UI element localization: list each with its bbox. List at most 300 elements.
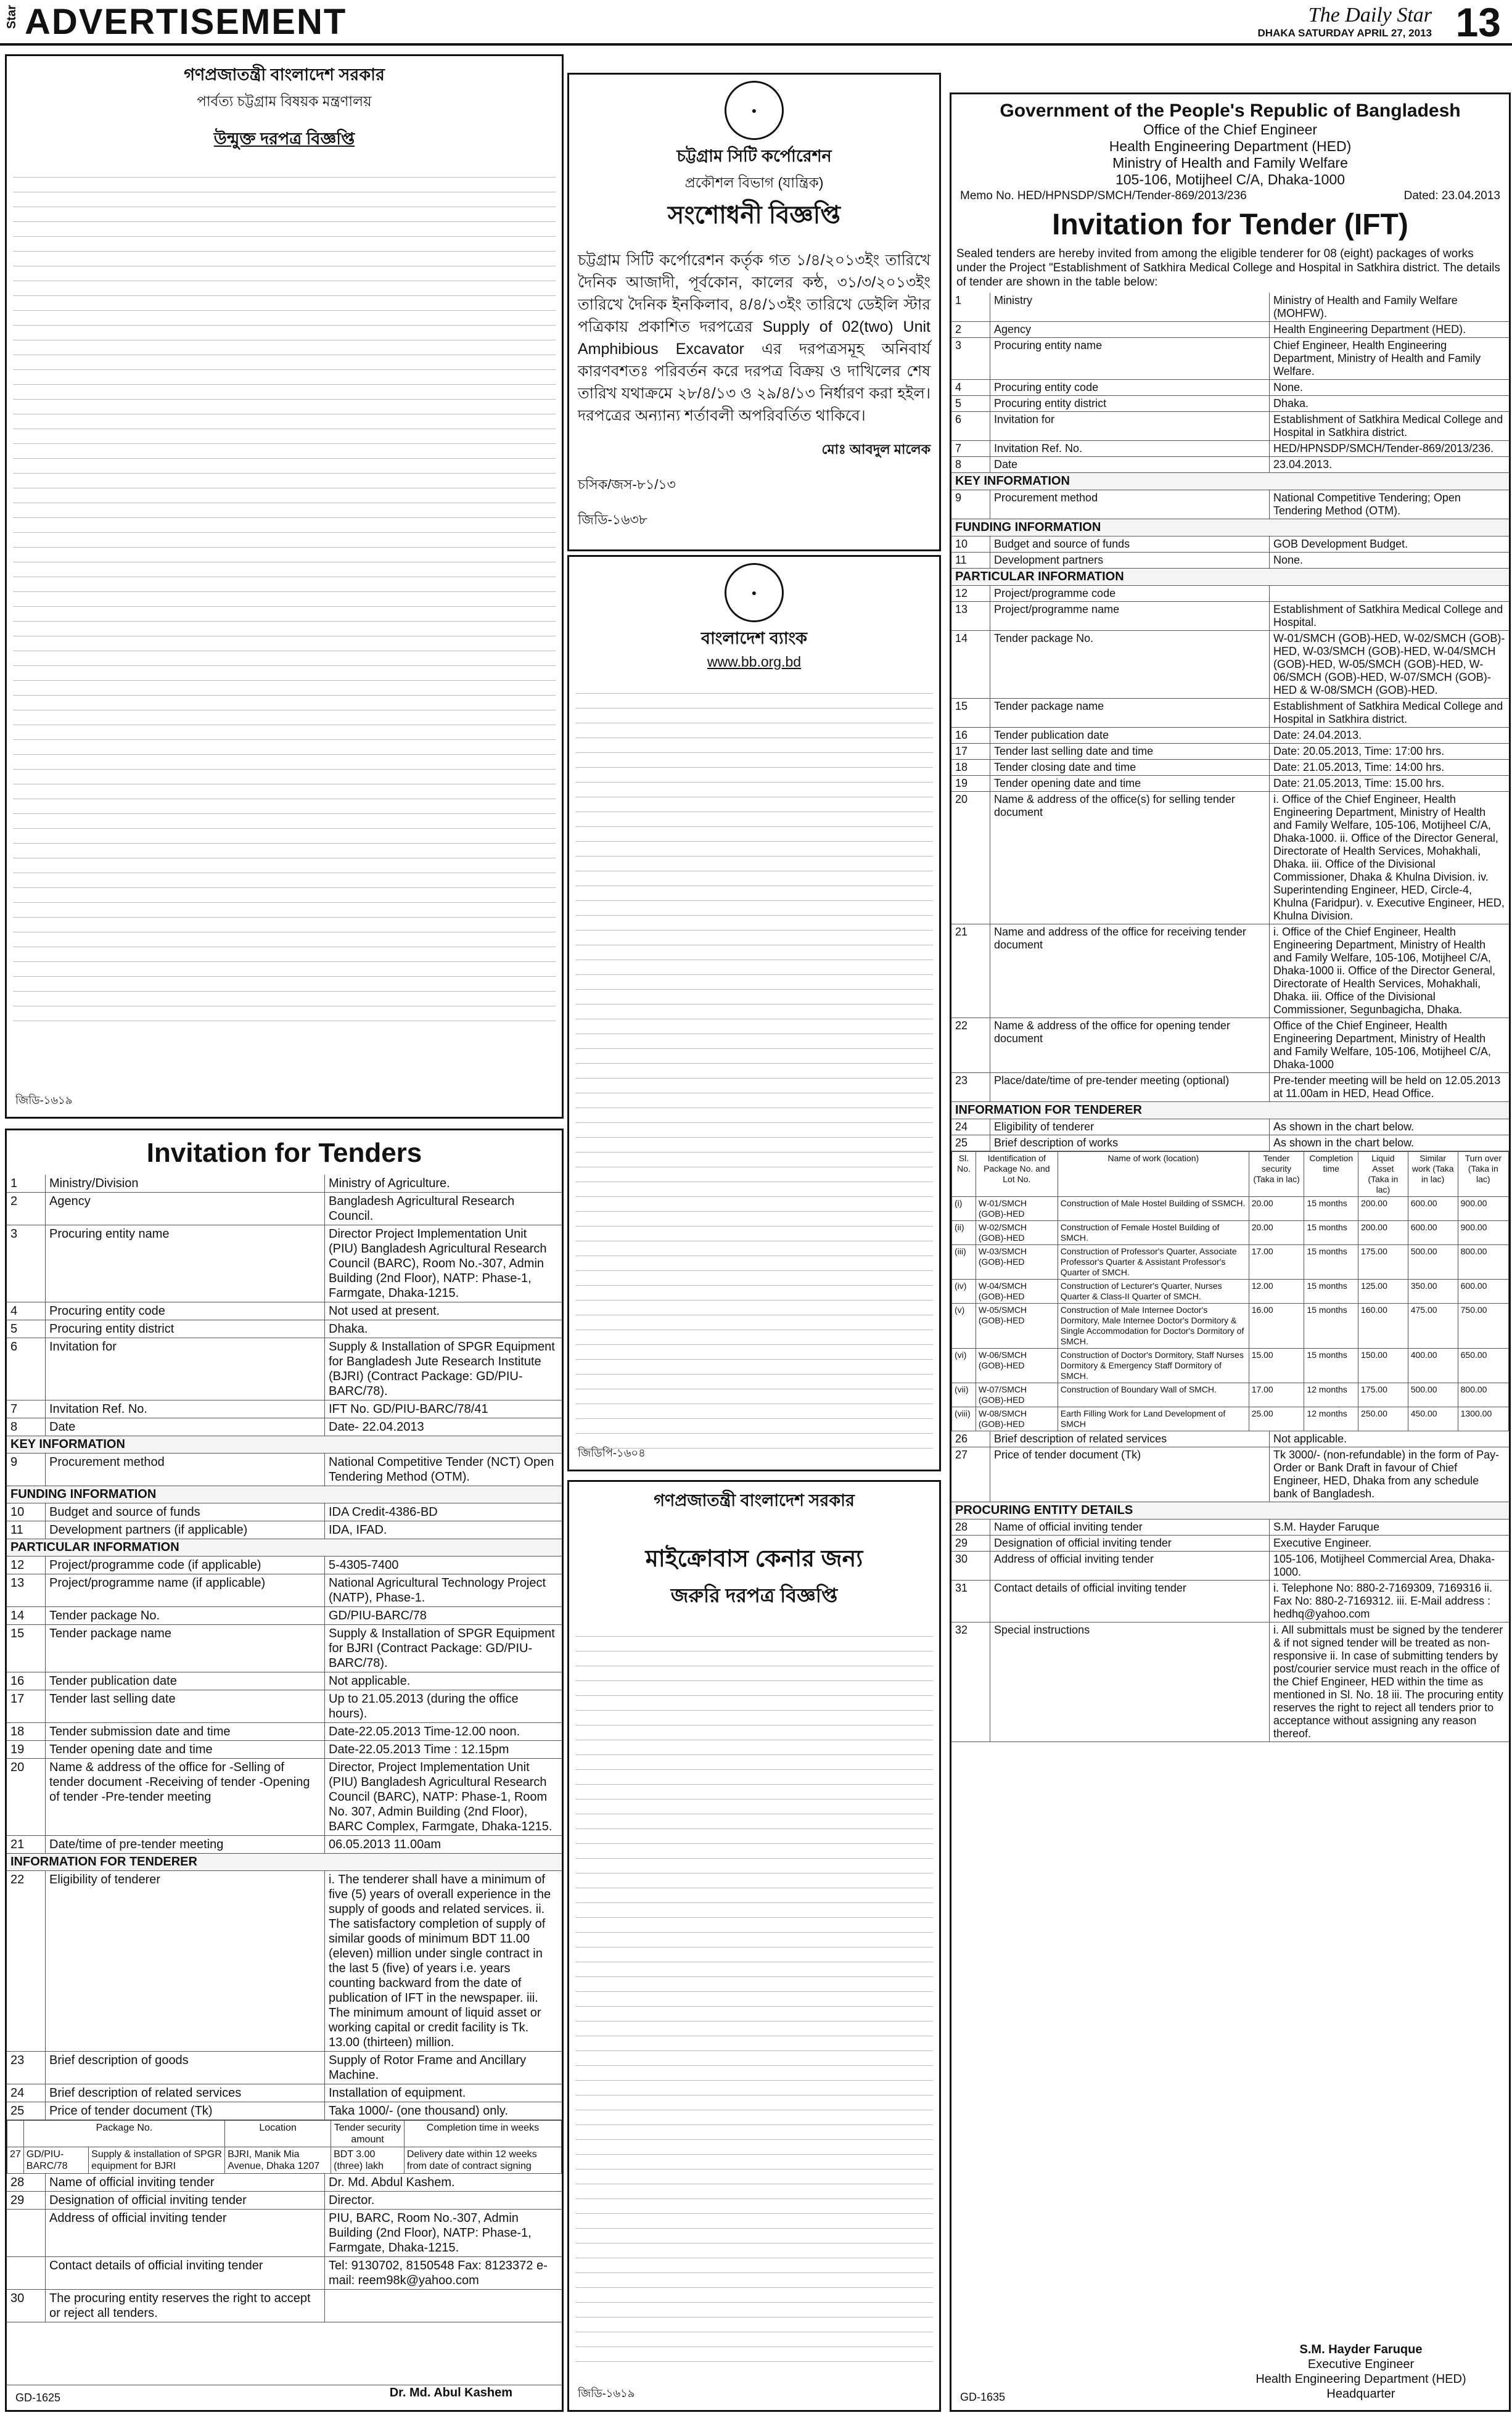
fine-print-line: [13, 518, 556, 533]
table-row: [951, 1018, 1509, 1073]
table-row: [7, 2174, 562, 2192]
cell-n: 2: [7, 1193, 46, 1225]
micro-subtitle: জরুরি দরপত্র বিজ্ঞপ্তি: [670, 1584, 838, 1606]
table-cell: 175.00: [1358, 1383, 1408, 1407]
cell-v: Date: 21.05.2013, Time: 14:00 hrs.: [1273, 761, 1445, 773]
cell-n: 17: [7, 1690, 46, 1722]
cell-k: Contact details of official inviting tender: [46, 2257, 325, 2289]
fine-print-line: [575, 1123, 933, 1138]
ad-hed-ift: [950, 93, 1511, 2412]
fine-print-line: [575, 2332, 933, 2347]
hed-package-table: [951, 1151, 1509, 1431]
cell-k: Project/programme code (if applicable): [46, 1556, 325, 1574]
fine-print-line: [13, 622, 556, 636]
cell-k: Tender publication date: [990, 728, 1270, 743]
fine-print-line: [575, 1873, 933, 1888]
fine-print-line: [13, 326, 556, 340]
cell-k: Name & address of the office(s) for selling tender document: [990, 792, 1270, 924]
table-row: [952, 1245, 1509, 1280]
table-row: [951, 760, 1509, 776]
ad-ministry-gd: জিডি-১৬১৯: [15, 1094, 73, 1106]
cell-v: Office of the Chief Engineer, Health Engineering Department, Ministry of Health and Family Welfare, 105-106, Motijheel C/A, Dhaka-1000: [1273, 1019, 1491, 1071]
bank-url[interactable]: www.bb.org.bd: [707, 654, 802, 670]
hed-office-3: Ministry of Health and Family Welfare: [1112, 155, 1348, 171]
table-cell: 12 months: [1304, 1407, 1358, 1431]
cell-v: As shown in the chart below.: [1273, 1121, 1415, 1133]
table-cell: Completion time: [1304, 1152, 1358, 1197]
table-row: [951, 537, 1509, 553]
fine-print-line: [575, 2036, 933, 2051]
table-row: [951, 699, 1509, 728]
table-row: [7, 1454, 562, 1486]
cell-n: 6: [951, 412, 990, 440]
page-number: 13: [1455, 0, 1501, 45]
hed-signer-line-2: Health Engineering Department (HED): [1255, 2372, 1466, 2386]
fine-print-line: [575, 797, 933, 812]
cell-k: Tender package name: [46, 1625, 325, 1672]
table-row: [951, 1622, 1509, 1742]
fine-print-line: [575, 1093, 933, 1108]
fine-print-line: [13, 548, 556, 562]
cell-n: 4: [951, 380, 990, 395]
table-cell: (vi): [952, 1349, 976, 1383]
table-row: [951, 1552, 1509, 1581]
cell-n: 8: [951, 457, 990, 472]
table-row: [7, 2102, 562, 2120]
cell-k: Contact details of official inviting tender: [990, 1581, 1270, 1622]
table-cell: 16.00: [1249, 1304, 1304, 1349]
cell-v: Director, Project Implementation Unit (PIU) Bangladesh Agricultural Research Council (BARC), NATP: Phase-1, Room No. 307, Admin Building (2nd Floor), BARC Complex, Farmgate, Dhaka-1215.: [329, 1761, 553, 1833]
fine-print-line: [575, 709, 933, 723]
section-header: PARTICULAR INFORMATION: [951, 569, 1509, 586]
cell-k: Project/programme name: [990, 602, 1270, 630]
table-header-row: [952, 1152, 1509, 1197]
fine-print-line: [575, 1622, 933, 1637]
table-row: [951, 441, 1509, 457]
hed-signer-line-3: Headquarter: [1326, 2387, 1395, 2401]
cell-k: Brief description of related services: [990, 1431, 1270, 1447]
table-row: [951, 293, 1509, 322]
cell-v: Date: 20.05.2013, Time: 17:00 hrs.: [1273, 745, 1445, 757]
table-cell: 15 months: [1304, 1197, 1358, 1221]
cell-k: Invitation for: [46, 1338, 325, 1400]
cell-k: Place/date/time of pre-tender meeting (optional): [990, 1073, 1270, 1101]
section-header: FUNDING INFORMATION: [7, 1486, 562, 1503]
table-row: [7, 1320, 562, 1338]
fine-print-line: [575, 1034, 933, 1049]
cell-v: National Competitive Tendering; Open Tendering Method (OTM).: [1273, 491, 1461, 517]
table-cell: 17.00: [1249, 1383, 1304, 1407]
bank-name: বাংলাদেশ ব্যাংক: [701, 629, 808, 648]
table-row: [7, 2052, 562, 2084]
section-header: PARTICULAR INFORMATION: [7, 1539, 562, 1556]
fine-print-line: [13, 814, 556, 829]
table-cell: 600.00: [1458, 1280, 1508, 1304]
hed-table: [951, 293, 1509, 1742]
cell-k: Tender opening date and time: [990, 776, 1270, 791]
cell-n: 25: [951, 1135, 990, 1151]
fine-print-line: [575, 679, 933, 694]
fine-print-line: [13, 296, 556, 311]
cell-k: Ministry/Division: [46, 1175, 325, 1192]
ctg-signer: মোঃ আবদুল মালেক: [821, 442, 931, 457]
fine-print-line: [13, 163, 556, 178]
table-row: [951, 744, 1509, 760]
fine-print-line: [575, 2066, 933, 2081]
table-row: [7, 1175, 562, 1193]
fine-print-line: [13, 370, 556, 385]
table-cell: W-06/SMCH (GOB)-HED: [976, 1349, 1058, 1383]
fine-print-line: [575, 2214, 933, 2229]
table-row: [951, 1581, 1509, 1622]
table-row: [951, 338, 1509, 380]
cell-k: Special instructions: [990, 1622, 1270, 1742]
ctg-org: চট্টগ্রাম সিটি কর্পোরেশন: [676, 147, 832, 165]
cell-n: 12: [7, 1556, 46, 1574]
table-cell: 750.00: [1458, 1304, 1508, 1349]
cell-n: 7: [7, 1400, 46, 1418]
fine-print-line: [13, 592, 556, 607]
cell-v: HED/HPNSDP/SMCH/Tender-869/2013/236.: [1273, 442, 1494, 454]
cell-n: 18: [7, 1723, 46, 1740]
section-header: KEY INFORMATION: [7, 1436, 562, 1454]
fine-print-line: [13, 266, 556, 281]
table-row: [7, 2084, 562, 2102]
cell-n: 16: [7, 1672, 46, 1690]
cell-n: 18: [951, 760, 990, 775]
section-header: FUNDING INFORMATION: [951, 519, 1509, 537]
cell-k: Procurement method: [46, 1454, 325, 1486]
cell-n: 15: [951, 699, 990, 727]
fine-print-line: [575, 1375, 933, 1389]
table-cell: 250.00: [1358, 1407, 1408, 1431]
cell-n: 30: [7, 2290, 46, 2322]
cell-k: Tender last selling date and time: [990, 744, 1270, 759]
fine-print-line: [13, 577, 556, 592]
cell-v: Supply & Installation of SPGR Equipment for Bangladesh Jute Research Institute (BJRI) (Contract Package: GD/PIU-BARC/78).: [329, 1340, 555, 1398]
fine-print-line: [13, 873, 556, 888]
hed-gov: Government of the People's Republic of Bangladesh: [1000, 101, 1461, 121]
fine-print-line: [13, 281, 556, 296]
fine-print-line: [575, 2140, 933, 2155]
fine-print-line: [575, 2110, 933, 2125]
fine-print-line: [575, 1814, 933, 1829]
table-cell: Tender security (Taka in lac): [1249, 1152, 1304, 1197]
fine-print-line: [13, 651, 556, 666]
table-row: [7, 1625, 562, 1672]
section-header: INFORMATION FOR TENDERER: [951, 1102, 1509, 1119]
cell-n: 7: [951, 441, 990, 456]
cell-v: Establishment of Satkhira Medical College and Hospital.: [1273, 603, 1503, 628]
cell-k: Brief description of works: [990, 1135, 1270, 1151]
cell-v: Ministry of Health and Family Welfare (MOHFW).: [1273, 294, 1458, 319]
fine-print-line: [575, 1345, 933, 1360]
fine-print-line: [13, 1006, 556, 1021]
cell-v: GD/PIU-BARC/78: [329, 1609, 427, 1622]
cell-k: Procuring entity district: [46, 1320, 325, 1338]
table-row: [7, 2147, 562, 2174]
cell-k: Designation of official inviting tender: [46, 2192, 325, 2209]
table-cell: 800.00: [1458, 1383, 1508, 1407]
fine-print-line: [575, 1241, 933, 1256]
table-cell: 175.00: [1358, 1245, 1408, 1280]
fine-print-line: [575, 1725, 933, 1740]
fine-print-line: [575, 1019, 933, 1034]
fine-print-line: [13, 385, 556, 400]
cell-n: 24: [7, 2084, 46, 2102]
table-row: [7, 1690, 562, 1723]
cell-v: PIU, BARC, Room No.-307, Admin Building (2nd Floor), NATP: Phase-1, Farmgate, Dhaka-1215.: [329, 2211, 532, 2255]
fine-print-line: [575, 723, 933, 738]
cell-v: Up to 21.05.2013 (during the office hours).: [329, 1692, 519, 1721]
micro-gd: জিডি-১৬১৯: [578, 2387, 635, 2399]
table-row: [951, 1536, 1509, 1552]
cell-v: i. Office of the Chief Engineer, Health Engineering Department, Ministry of Health and Family Welfare, 105-106, Motijheel C/A, Dhaka-1000 ii. Office of the Director General, Directorate of Health Services, Mohakhali, Dhaka. iii. Office of the Divisional Commissioner, Segunbagicha, Dhaka.: [1273, 926, 1495, 1016]
table-row: [7, 1607, 562, 1625]
table-cell: W-04/SMCH (GOB)-HED: [976, 1280, 1058, 1304]
cell-k: Name & address of the office for opening tender document: [990, 1018, 1270, 1072]
fine-print-line: [575, 1256, 933, 1271]
table-cell: Package No.: [23, 2121, 224, 2147]
cell-n: 16: [951, 728, 990, 743]
table-row: [951, 586, 1509, 602]
table-row: [7, 1672, 562, 1690]
fine-print-line: [575, 1962, 933, 1977]
fine-print-line: [13, 222, 556, 237]
cell-v: Installation of equipment.: [329, 2086, 466, 2100]
cell-k: Brief description of goods: [46, 2052, 325, 2084]
bank-body: [569, 676, 939, 1451]
fine-print-line: [575, 1844, 933, 1859]
table-cell: Construction of Lecturer's Quarter, Nurses Quarter & Class-II Quarter of SMCH.: [1058, 1280, 1249, 1304]
table-cell: 450.00: [1408, 1407, 1458, 1431]
cell-n: 29: [7, 2192, 46, 2209]
table-cell: 20.00: [1249, 1197, 1304, 1221]
cell-v: Date- 22.04.2013: [329, 1420, 424, 1434]
table-cell: 400.00: [1408, 1349, 1458, 1383]
cell-n: 32: [951, 1622, 990, 1742]
table-row: [7, 1574, 562, 1607]
cell-v: Director.: [329, 2194, 375, 2207]
cell-n: 13: [7, 1574, 46, 1606]
fine-print-line: [575, 1227, 933, 1241]
cell-k: Project/programme name (if applicable): [46, 1574, 325, 1606]
table-row: [7, 1521, 562, 1539]
fine-print-line: [575, 694, 933, 709]
fine-print-line: [575, 1167, 933, 1182]
fine-print-line: [575, 916, 933, 931]
table-cell: 15 months: [1304, 1280, 1358, 1304]
cell-v: W-01/SMCH (GOB)-HED, W-02/SMCH (GOB)-HED, W-03/SMCH (GOB)-HED, W-04/SMCH (GOB)-HED, W-05/SMCH (GOB)-HED, W-06/SMCH (GOB)-HED, W-07/SMCH (GOB)-HED & W-08/SMCH (GOB)-HED.: [1273, 632, 1505, 696]
table-row: [7, 1400, 562, 1418]
cell-n: 17: [951, 744, 990, 759]
cell-v: i. Telephone No: 880-2-7169309, 7169316 ii. Fax No: 880-2-7169312. iii. E-Mail address : hedhq@yahoo.com: [1273, 1582, 1492, 1620]
cell-n: 21: [951, 924, 990, 1018]
side-label: Star: [5, 5, 18, 29]
table-cell: Construction of Female Hostel Building of SMCH.: [1058, 1221, 1249, 1245]
fine-print-line: [575, 901, 933, 916]
cell-n: 24: [951, 1119, 990, 1135]
fine-print-line: [575, 1711, 933, 1725]
table-row: [951, 1073, 1509, 1102]
cell-k: Invitation for: [990, 412, 1270, 440]
table-cell: (v): [952, 1304, 976, 1349]
cell-k: Budget and source of funds: [46, 1503, 325, 1521]
table-cell: 900.00: [1458, 1197, 1508, 1221]
table-header-row: [7, 2121, 562, 2147]
cell-n: 14: [951, 631, 990, 698]
cell-n: 26: [951, 1431, 990, 1447]
fine-print-line: [575, 1079, 933, 1093]
table-row: [951, 490, 1509, 519]
fine-print-line: [13, 488, 556, 503]
fine-print-line: [575, 2347, 933, 2362]
table-row: [7, 1836, 562, 1854]
cell-k: Procurement method: [990, 490, 1270, 519]
table-row: [951, 1135, 1509, 1151]
table-row: [951, 396, 1509, 412]
cell-k: Tender submission date and time: [46, 1723, 325, 1740]
fine-print-line: [575, 1977, 933, 1992]
fine-print-line: [575, 886, 933, 901]
cell-n: 27: [951, 1447, 990, 1502]
table-cell: (iv): [952, 1280, 976, 1304]
fine-print-line: [575, 2273, 933, 2288]
ctg-ref: চসিক/জস-৮১/১৩: [578, 477, 676, 492]
fine-print-line: [575, 783, 933, 797]
cell-v: 5-4305-7400: [329, 1558, 399, 1572]
barc-table: [7, 1175, 562, 2322]
cell-v: Not applicable.: [329, 1674, 411, 1688]
masthead: [0, 0, 1512, 46]
cell-n: 30: [951, 1552, 990, 1580]
barc-title: Invitation for Tenders: [146, 1138, 422, 1168]
fine-print-line: [13, 444, 556, 459]
cell-v: Date-22.05.2013 Time-12.00 noon.: [329, 1725, 520, 1738]
cell-n: 25: [7, 2102, 46, 2120]
cell-n: 31: [951, 1581, 990, 1622]
fine-print-line: [575, 2021, 933, 2036]
table-row: [951, 631, 1509, 699]
table-row: [7, 1225, 562, 1302]
table-cell: Name of work (location): [1058, 1152, 1249, 1197]
table-cell: 17.00: [1249, 1245, 1304, 1280]
table-row: [951, 924, 1509, 1018]
fine-print-line: [575, 1770, 933, 1785]
cell-k: Name of official inviting tender: [46, 2174, 325, 2191]
fine-print-line: [13, 237, 556, 252]
fine-print-line: [575, 1330, 933, 1345]
table-row: [7, 1556, 562, 1574]
fine-print-line: [13, 992, 556, 1006]
barc-package-table: [7, 2120, 562, 2174]
table-cell: (vii): [952, 1383, 976, 1407]
fine-print-line: [13, 784, 556, 799]
table-cell: 1300.00: [1458, 1407, 1508, 1431]
fine-print-line: [575, 1666, 933, 1681]
table-row: [7, 1503, 562, 1521]
fine-print-line: [575, 857, 933, 871]
cell-n: 9: [951, 490, 990, 519]
fine-print-line: [13, 681, 556, 696]
fine-print-line: [575, 2258, 933, 2273]
fine-print-line: [575, 1301, 933, 1315]
cell-n: 12: [951, 586, 990, 601]
cell-v: Supply & Installation of SPGR Equipment for BJRI (Contract Package: GD/PIU-BARC/78).: [329, 1627, 555, 1670]
table-row: [7, 2210, 562, 2257]
table-cell: Construction of Male Hostel Building of SSMCH.: [1058, 1197, 1249, 1221]
fine-print-line: [13, 888, 556, 903]
fine-print-line: [13, 178, 556, 192]
table-row: [7, 2192, 562, 2210]
table-cell: 350.00: [1408, 1280, 1458, 1304]
hed-office-4: 105-106, Motijheel C/A, Dhaka-1000: [1115, 171, 1346, 187]
table-cell: 12.00: [1249, 1280, 1304, 1304]
fine-print-line: [575, 1182, 933, 1197]
table-row: [952, 1304, 1509, 1349]
cell-v: None.: [1273, 554, 1304, 566]
ad-ctg-corrigendum: [567, 73, 941, 551]
fine-print-line: [13, 947, 556, 962]
table-cell: 600.00: [1408, 1221, 1458, 1245]
ad-microbus-tender: [567, 1480, 941, 2412]
hed-signer-name: S.M. Hayder Faruque: [1299, 2343, 1423, 2356]
fine-print-line: [575, 1419, 933, 1434]
cell-k: Price of tender document (Tk): [46, 2102, 325, 2120]
fine-print-line: [575, 1785, 933, 1799]
table-cell: 160.00: [1358, 1304, 1408, 1349]
table-row: [7, 1338, 562, 1400]
fine-print-line: [13, 977, 556, 992]
cell-v: [325, 2290, 562, 2322]
cell-n: 5: [7, 1320, 46, 1338]
fine-print-line: [575, 1049, 933, 1064]
fine-print-line: [575, 1360, 933, 1375]
table-cell: 15 months: [1304, 1304, 1358, 1349]
table-row: [7, 1418, 562, 1436]
cell-v: Tel: 9130702, 8150548 Fax: 8123372 e-mail: reem98k@yahoo.com: [329, 2259, 548, 2287]
fine-print-line: [575, 2125, 933, 2140]
fine-print-line: [575, 871, 933, 886]
fine-print-line: [13, 918, 556, 932]
fine-print-line: [13, 192, 556, 207]
table-row: [951, 380, 1509, 396]
cell-n: 21: [7, 1836, 46, 1853]
fine-print-line: [575, 1197, 933, 1212]
table-cell: Construction of Professor's Quarter, Associate Professor's Quarter & Assistant Professor's Quarter of SMCH.: [1058, 1245, 1249, 1280]
cell-n: [7, 2257, 46, 2289]
hed-office-1: Office of the Chief Engineer: [1143, 121, 1318, 138]
fine-print-line: [575, 1933, 933, 1947]
table-cell: 500.00: [1408, 1383, 1458, 1407]
fine-print-line: [575, 2288, 933, 2303]
cell-k: The procuring entity reserves the right to accept or reject all tenders.: [46, 2290, 325, 2322]
table-cell: 900.00: [1458, 1221, 1508, 1245]
table-row: [951, 553, 1509, 569]
fine-print-line: [575, 2317, 933, 2332]
cell-v: As shown in the chart below.: [1273, 1137, 1415, 1149]
table-cell: Similar work (Taka in lac): [1408, 1152, 1458, 1197]
fine-print-line: [575, 1389, 933, 1404]
cell-k: Name and address of the office for receiving tender document: [990, 924, 1270, 1018]
table-cell: 200.00: [1358, 1221, 1408, 1245]
ad-bangladesh-bank: [567, 555, 941, 1471]
ad-ministry-subheader: পার্বত্য চট্টগ্রাম বিষয়ক মন্ত্রণালয়: [197, 93, 372, 109]
table-cell: 150.00: [1358, 1349, 1408, 1383]
table-cell: 600.00: [1408, 1197, 1458, 1221]
cell-n: 28: [7, 2174, 46, 2191]
fine-print-line: [575, 2095, 933, 2110]
